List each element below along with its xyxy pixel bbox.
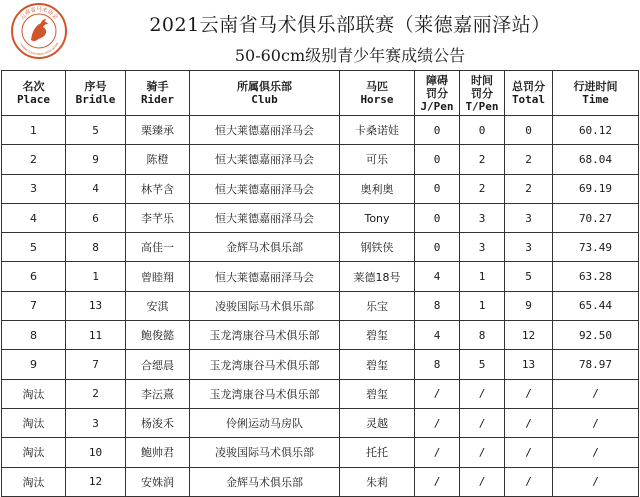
time-cell: 92.50 (553, 321, 639, 350)
total-cell: / (505, 379, 553, 408)
column-header-time: 行进时间 Time (553, 71, 639, 116)
time-penalty-cell: 5 (460, 350, 505, 379)
place-cell: 7 (2, 291, 66, 320)
club-cell: 玉龙湾康谷马术俱乐部 (190, 321, 340, 350)
bridle-cell: 2 (66, 379, 126, 408)
column-header-bridle: 序号 Bridle (66, 71, 126, 116)
place-cell: 1 (2, 116, 66, 145)
page-subtitle: 50-60cm级别青少年赛成绩公告 (234, 46, 466, 65)
table-row (2, 145, 639, 174)
bridle-cell: 13 (66, 291, 126, 320)
rider-cell: 李芊乐 (126, 203, 190, 232)
rider-cell: 曾睦翔 (126, 262, 190, 291)
table-row (2, 467, 639, 496)
results-table (1, 70, 639, 497)
bridle-cell: 4 (66, 174, 126, 203)
club-cell: 凌骏国际马术俱乐部 (190, 291, 340, 320)
column-header-jump-penalty: 障碍 罚分 J/Pen (415, 71, 460, 116)
table-row (2, 438, 639, 467)
place-cell: 8 (2, 321, 66, 350)
time-penalty-cell: / (460, 467, 505, 496)
jump-penalty-cell: 4 (415, 321, 460, 350)
results-body (2, 116, 639, 497)
time-penalty-cell: 1 (460, 291, 505, 320)
jump-penalty-cell: / (415, 438, 460, 467)
bridle-cell: 9 (66, 145, 126, 174)
time-cell: 65.44 (553, 291, 639, 320)
place-cell: 4 (2, 203, 66, 232)
total-cell: / (505, 467, 553, 496)
horse-cell: 乐宝 (340, 291, 415, 320)
total-cell: / (505, 438, 553, 467)
place-cell: 2 (2, 145, 66, 174)
total-cell: 5 (505, 262, 553, 291)
horse-cell: 朱莉 (340, 467, 415, 496)
jump-penalty-cell: / (415, 467, 460, 496)
time-penalty-cell: 1 (460, 262, 505, 291)
horse-cell: 碧玺 (340, 350, 415, 379)
table-row (2, 174, 639, 203)
club-cell: 恒大莱德嘉丽泽马会 (190, 116, 340, 145)
horse-cell: Tony (340, 203, 415, 232)
jump-penalty-cell: 8 (415, 350, 460, 379)
bridle-cell: 1 (66, 262, 126, 291)
column-header-rider: 骑手 Rider (126, 71, 190, 116)
jump-penalty-cell: 0 (415, 174, 460, 203)
bridle-cell: 8 (66, 233, 126, 262)
time-cell: 78.97 (553, 350, 639, 379)
total-cell: 2 (505, 145, 553, 174)
place-cell: 5 (2, 233, 66, 262)
time-cell: 73.49 (553, 233, 639, 262)
time-penalty-cell: 2 (460, 145, 505, 174)
total-cell: 0 (505, 116, 553, 145)
club-cell: 凌骏国际马术俱乐部 (190, 438, 340, 467)
bridle-cell: 6 (66, 203, 126, 232)
horse-cell: 卡桑诺娃 (340, 116, 415, 145)
club-cell: 恒大莱德嘉丽泽马会 (190, 145, 340, 174)
time-cell: 68.04 (553, 145, 639, 174)
rider-cell: 林芊含 (126, 174, 190, 203)
time-penalty-cell: 0 (460, 116, 505, 145)
rider-cell: 安姝润 (126, 467, 190, 496)
column-header-total: 总罚分 Total (505, 71, 553, 116)
horse-cell: 碧玺 (340, 379, 415, 408)
logo-text-en: YUNNAN EQUESTRIAN ASSOCIATION (18, 42, 60, 57)
total-cell: 9 (505, 291, 553, 320)
bridle-cell: 7 (66, 350, 126, 379)
club-cell: 恒大莱德嘉丽泽马会 (190, 203, 340, 232)
rider-cell: 高佳一 (126, 233, 190, 262)
logo-text: 云南省马术协会 (19, 7, 59, 21)
table-row (2, 203, 639, 232)
rider-cell: 鲍帅君 (126, 438, 190, 467)
column-header-horse: 马匹 Horse (340, 71, 415, 116)
table-row (2, 291, 639, 320)
place-cell: 6 (2, 262, 66, 291)
horse-cell: 托托 (340, 438, 415, 467)
time-penalty-cell: / (460, 408, 505, 437)
horse-cell: 碧玺 (340, 321, 415, 350)
bridle-cell: 10 (66, 438, 126, 467)
club-cell: 恒大莱德嘉丽泽马会 (190, 262, 340, 291)
column-header-place: 名次 Place (2, 71, 66, 116)
horse-cell: 钢铁侠 (340, 233, 415, 262)
time-cell: / (553, 467, 639, 496)
time-penalty-cell: 3 (460, 233, 505, 262)
table-header-row (2, 71, 639, 116)
table-row (2, 350, 639, 379)
rider-cell: 杨浚禾 (126, 408, 190, 437)
place-cell: 淘汰 (2, 408, 66, 437)
time-cell: / (553, 408, 639, 437)
jump-penalty-cell: 8 (415, 291, 460, 320)
total-cell: 3 (505, 233, 553, 262)
jump-penalty-cell: / (415, 379, 460, 408)
jump-penalty-cell: 0 (415, 116, 460, 145)
table-row (2, 233, 639, 262)
rider-cell: 陈橙 (126, 145, 190, 174)
total-cell: 3 (505, 203, 553, 232)
horse-cell: 奥利奥 (340, 174, 415, 203)
rider-cell: 安淇 (126, 291, 190, 320)
place-cell: 淘汰 (2, 467, 66, 496)
jump-penalty-cell: / (415, 408, 460, 437)
club-cell: 恒大莱德嘉丽泽马会 (190, 174, 340, 203)
place-cell: 3 (2, 174, 66, 203)
horse-cell: 可乐 (340, 145, 415, 174)
bridle-cell: 5 (66, 116, 126, 145)
rider-cell: 鲍俊懿 (126, 321, 190, 350)
club-cell: 金辉马术俱乐部 (190, 233, 340, 262)
time-cell: 70.27 (553, 203, 639, 232)
page-title: 2021云南省马术俱乐部联赛（莱德嘉丽泽站） (149, 14, 551, 36)
bridle-cell: 3 (66, 408, 126, 437)
rider-cell: 李沄熹 (126, 379, 190, 408)
time-cell: 63.28 (553, 262, 639, 291)
place-cell: 淘汰 (2, 379, 66, 408)
bridle-cell: 12 (66, 467, 126, 496)
rider-cell: 合缌晨 (126, 350, 190, 379)
place-cell: 9 (2, 350, 66, 379)
table-row (2, 116, 639, 145)
total-cell: 12 (505, 321, 553, 350)
jump-penalty-cell: 0 (415, 233, 460, 262)
club-cell: 金辉马术俱乐部 (190, 467, 340, 496)
jump-penalty-cell: 0 (415, 203, 460, 232)
table-row (2, 408, 639, 437)
time-penalty-cell: 8 (460, 321, 505, 350)
time-cell: / (553, 379, 639, 408)
rider-cell: 栗臻承 (126, 116, 190, 145)
table-row (2, 321, 639, 350)
time-penalty-cell: / (460, 438, 505, 467)
horse-cell: 莱德18号 (340, 262, 415, 291)
club-cell: 玉龙湾康谷马术俱乐部 (190, 350, 340, 379)
table-row (2, 379, 639, 408)
total-cell: 13 (505, 350, 553, 379)
club-cell: 玉龙湾康谷马术俱乐部 (190, 379, 340, 408)
time-penalty-cell: / (460, 379, 505, 408)
column-header-time-penalty: 时间 罚分 T/Pen (460, 71, 505, 116)
column-header-club: 所属俱乐部 Club (190, 71, 340, 116)
horse-cell: 灵越 (340, 408, 415, 437)
time-cell: 69.19 (553, 174, 639, 203)
bridle-cell: 11 (66, 321, 126, 350)
association-logo-icon (10, 2, 68, 60)
jump-penalty-cell: 0 (415, 145, 460, 174)
club-cell: 伶俐运动马房队 (190, 408, 340, 437)
time-penalty-cell: 2 (460, 174, 505, 203)
table-row (2, 262, 639, 291)
time-cell: / (553, 438, 639, 467)
place-cell: 淘汰 (2, 438, 66, 467)
total-cell: 2 (505, 174, 553, 203)
time-cell: 60.12 (553, 116, 639, 145)
time-penalty-cell: 3 (460, 203, 505, 232)
total-cell: / (505, 408, 553, 437)
jump-penalty-cell: 4 (415, 262, 460, 291)
